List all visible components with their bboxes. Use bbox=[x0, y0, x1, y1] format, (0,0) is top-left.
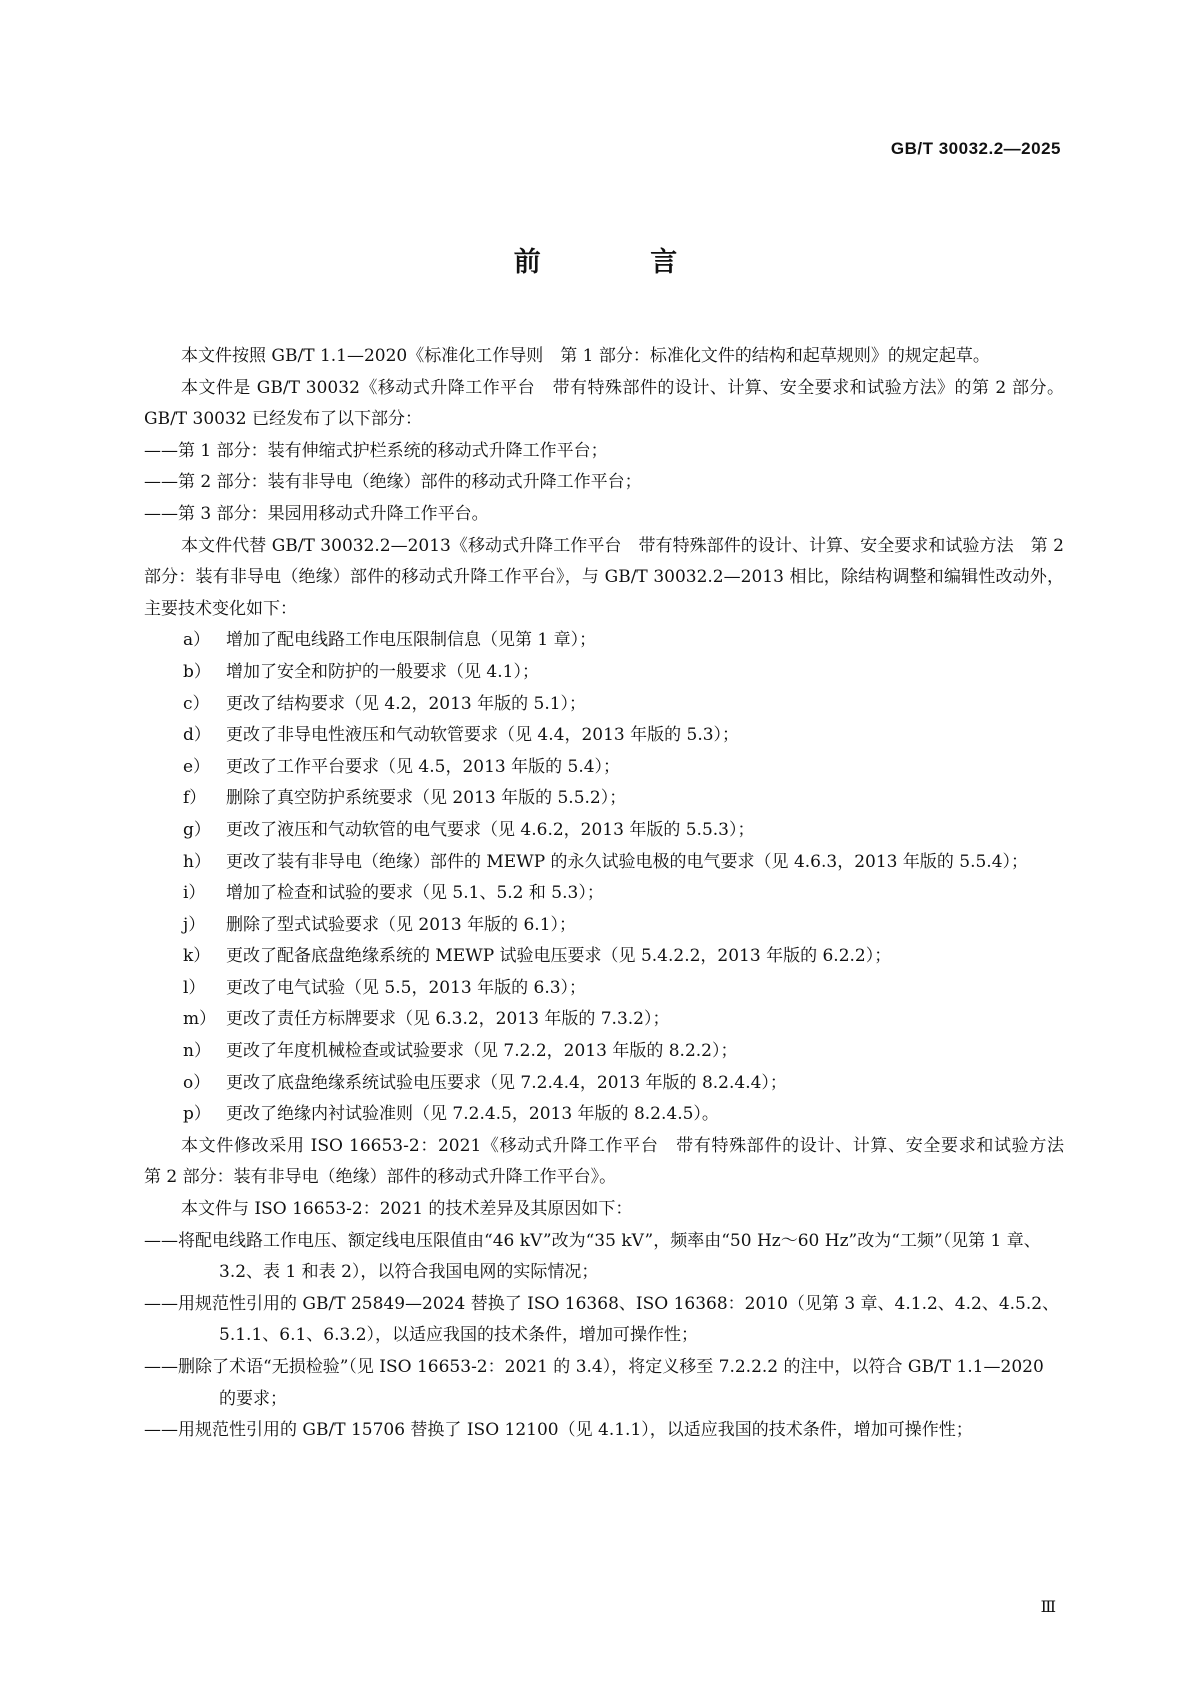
list-item-text: 更改了非导电性液压和气动软管要求（见 4.4，2013 年版的 5.3）； bbox=[226, 725, 740, 746]
list-item-label: l） bbox=[183, 977, 206, 998]
list-item bbox=[144, 657, 1064, 689]
list-item: ——第 2 部分：装有非导电（绝缘）部件的移动式升降工作平台； bbox=[144, 472, 642, 493]
list-item-text: 增加了检查和试验的要求（见 5.1、5.2 和 5.3）； bbox=[226, 883, 604, 904]
list-item-text: 更改了责任方标牌要求（见 6.3.2，2013 年版的 7.3.2）； bbox=[226, 1009, 670, 1030]
list-item-label: o） bbox=[183, 1072, 211, 1093]
list-item-text: 更改了底盘绝缘系统试验电压要求（见 7.2.4.4，2013 年版的 8.2.4.4）； bbox=[226, 1072, 787, 1093]
list-item-label: a） bbox=[183, 630, 211, 651]
paragraph-adoption: 本文件修改采用 ISO 16653-2：2021《移动式升降工作平台 带有特殊部件的设计、计算、安全要求和试验方法 第 2 部分：装有非导电（绝缘）部件的移动式升降工作平台》。 bbox=[144, 1135, 1081, 1188]
list-item: ——第 3 部分：果园用移动式升降工作平台。 bbox=[144, 503, 489, 524]
list-item-label: h） bbox=[183, 851, 211, 872]
list-item-text: 更改了绝缘内衬试验准则（见 7.2.4.5，2013 年版的 8.2.4.5）。 bbox=[226, 1104, 719, 1125]
list-item-text: 更改了工作平台要求（见 4.5，2013 年版的 5.4）； bbox=[226, 756, 621, 777]
page-title: 前 言 bbox=[513, 247, 728, 278]
list-item: ——用规范性引用的 GB/T 15706 替换了 ISO 12100（见 4.1.1），以适应我国的技术条件，增加可操作性； bbox=[144, 1420, 973, 1441]
paragraph-drafting-basis: 本文件按照 GB/T 1.1—2020《标准化工作导则 第 1 部分：标准化文件的结构和起草规则》的规定起草。 bbox=[181, 346, 990, 366]
list-item bbox=[144, 910, 1064, 942]
list-item-label: n） bbox=[183, 1041, 211, 1062]
list-item: ——删除了术语“无损检验”（见 ISO 16653-2：2021 的 3.4），将定义移至 7.2.2.2 的注中，以符合 GB/T 1.1—2020 的要求； bbox=[144, 1357, 1044, 1409]
list-item bbox=[144, 973, 1064, 1005]
list-item: ——第 1 部分：装有伸缩式护栏系统的移动式升降工作平台； bbox=[144, 440, 608, 461]
list-item bbox=[144, 625, 1064, 657]
list-item bbox=[144, 689, 1064, 721]
list-item-text: 删除了型式试验要求（见 2013 年版的 6.1）； bbox=[226, 914, 577, 935]
list-item bbox=[144, 720, 1064, 752]
list-item-label: m） bbox=[183, 1009, 217, 1030]
list-item bbox=[144, 847, 1064, 879]
list-item bbox=[144, 752, 1064, 784]
list-item bbox=[144, 1004, 1064, 1036]
list-item-label: e） bbox=[183, 756, 211, 777]
page-number: Ⅲ bbox=[1040, 1597, 1056, 1616]
list-item bbox=[144, 1036, 1064, 1068]
list-item bbox=[144, 878, 1064, 910]
list-item-text: 更改了结构要求（见 4.2，2013 年版的 5.1）； bbox=[226, 693, 587, 714]
list-item-label: d） bbox=[183, 725, 211, 746]
list-item-label: k） bbox=[183, 946, 211, 967]
list-item: ——将配电线路工作电压、额定线电压限值由“46 kV”改为“35 kV”，频率由“50 Hz～60 Hz”改为“工频”（见第 1 章、3.2、表 1 和表 2），以符合我国电网的实际情况； bbox=[144, 1230, 1041, 1283]
standard-code: GB/T 30032.2—2025 bbox=[890, 139, 1061, 158]
list-item bbox=[144, 1068, 1064, 1100]
list-item-label: f） bbox=[183, 788, 207, 809]
list-item-text: 更改了电气试验（见 5.5，2013 年版的 6.3）； bbox=[226, 977, 587, 998]
list-item: ——用规范性引用的 GB/T 25849—2024 替换了 ISO 16368、ISO 16368：2010（见第 3 章、4.1.2、4.2、4.5.2、5.1.1、6.1、6.3.2），以适应我国的技术条件，增加可操作性； bbox=[144, 1293, 1060, 1346]
list-item-label: c） bbox=[183, 693, 210, 714]
list-item-label: p） bbox=[183, 1104, 211, 1125]
list-item bbox=[144, 941, 1064, 973]
document-body bbox=[144, 341, 1081, 1447]
list-item-text: 增加了配电线路工作电压限制信息（见第 1 章）； bbox=[226, 630, 597, 651]
list-item bbox=[144, 783, 1064, 815]
paragraph-replacement: 本文件代替 GB/T 30032.2—2013《移动式升降工作平台 带有特殊部件的设计、计算、安全要求和试验方法 第 2 部分：装有非导电（绝缘）部件的移动式升降工作平台》，与 GB/T 30032.2—2013 相比，除结构调整和编辑性改动外，主要技术变化如下： bbox=[144, 535, 1064, 619]
list-item-label: g） bbox=[183, 819, 211, 840]
list-item-text: 更改了配备底盘绝缘系统的 MEWP 试验电压要求（见 5.4.2.2，2013 年版的 6.2.2）； bbox=[226, 946, 892, 967]
list-item-label: j） bbox=[183, 914, 206, 935]
list-item-text: 增加了安全和防护的一般要求（见 4.1）； bbox=[226, 661, 539, 682]
list-item-label: b） bbox=[183, 661, 211, 682]
list-item bbox=[144, 1099, 1064, 1131]
paragraph-series-info: 本文件是 GB/T 30032《移动式升降工作平台 带有特殊部件的设计、计算、安全要求和试验方法》的第 2 部分。GB/T 30032 已经发布了以下部分： bbox=[144, 377, 1064, 430]
list-item-text: 更改了年度机械检查或试验要求（见 7.2.2，2013 年版的 8.2.2）； bbox=[226, 1041, 738, 1062]
list-item bbox=[144, 815, 1064, 847]
list-item-label: i） bbox=[183, 883, 206, 904]
list-item-text: 更改了液压和气动软管的电气要求（见 4.6.2，2013 年版的 5.5.3）； bbox=[226, 819, 755, 840]
paragraph-differences-intro: 本文件与 ISO 16653-2：2021 的技术差异及其原因如下： bbox=[181, 1199, 633, 1220]
list-item-text: 删除了真空防护系统要求（见 2013 年版的 5.5.2）； bbox=[226, 788, 627, 809]
list-item-text: 更改了装有非导电（绝缘）部件的 MEWP 的永久试验电极的电气要求（见 4.6.3，2013 年版的 5.5.4）； bbox=[226, 851, 1029, 872]
